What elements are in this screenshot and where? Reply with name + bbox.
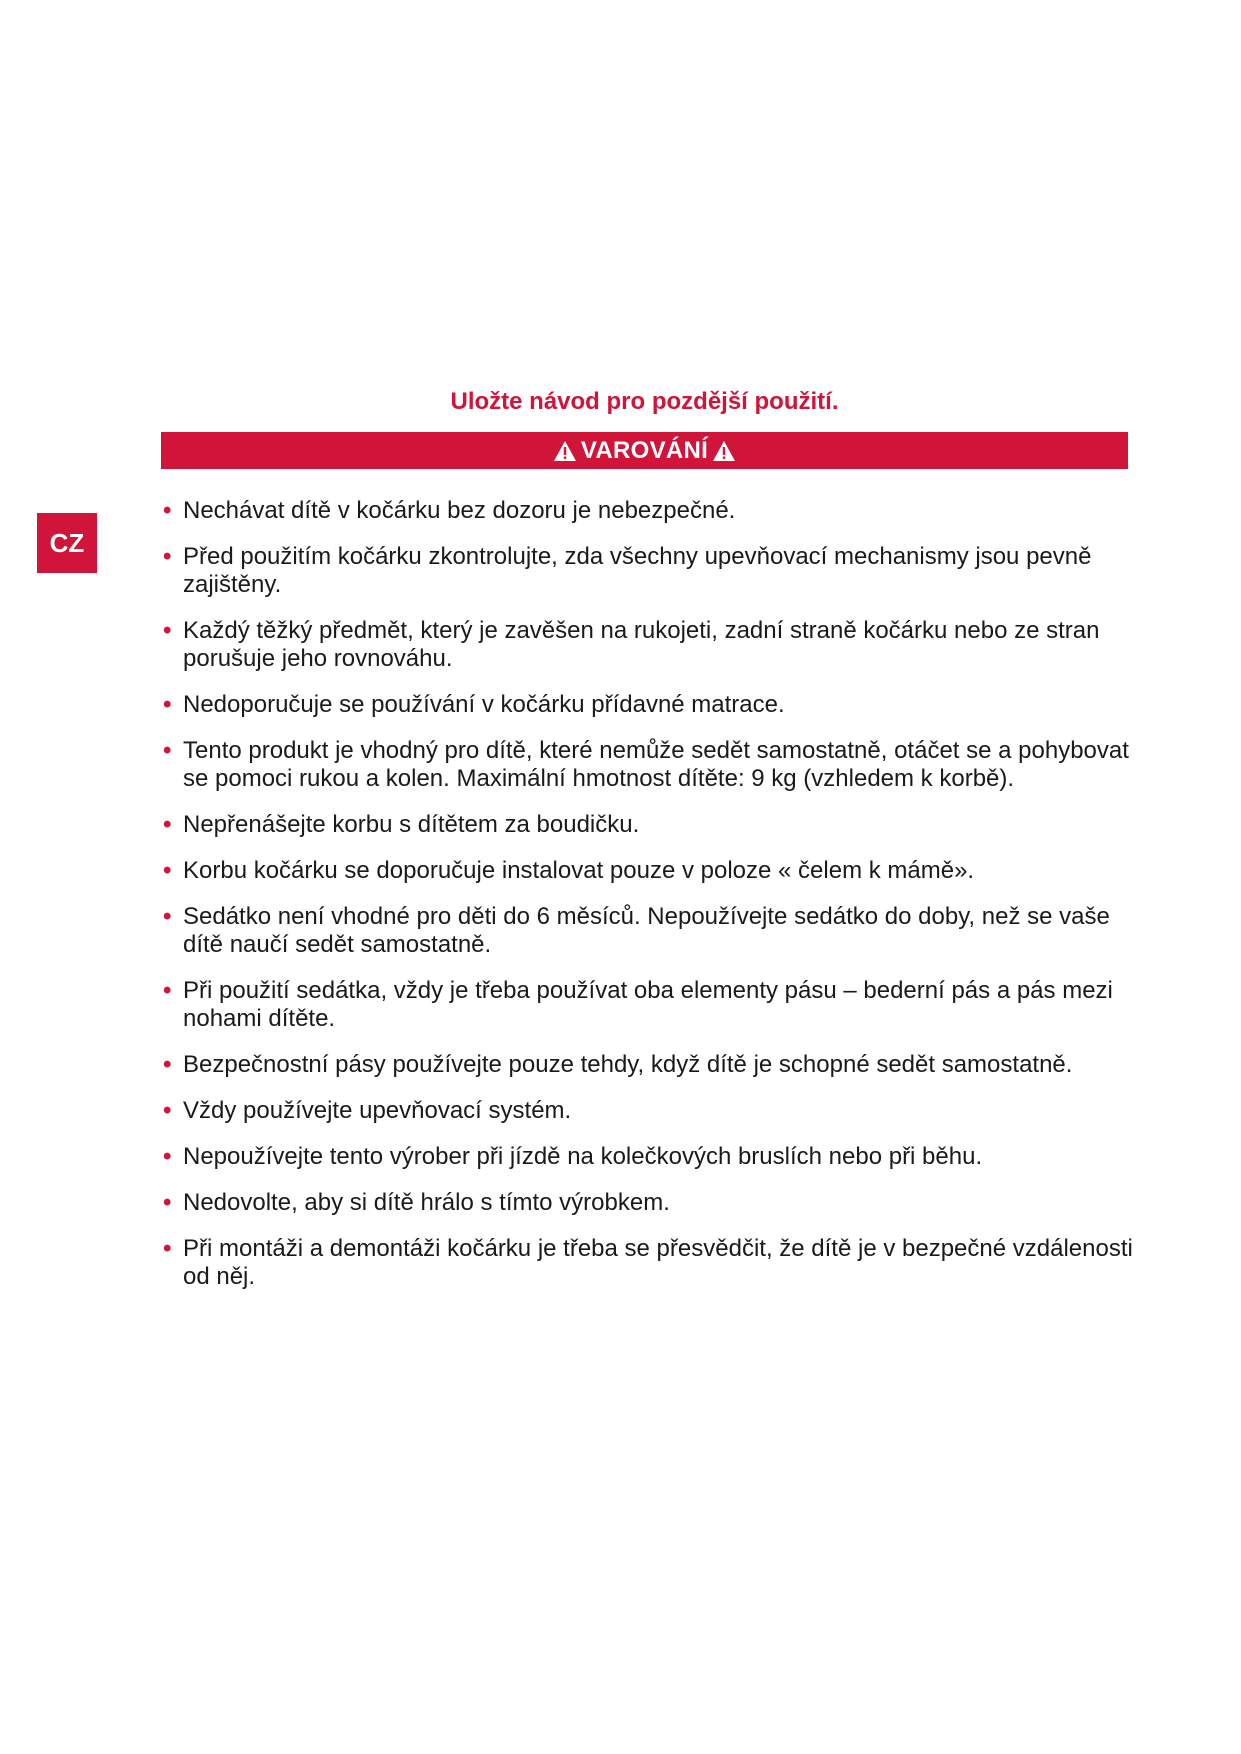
list-item [161, 857, 1141, 885]
list-item [161, 1189, 1141, 1217]
bullet-icon: • [163, 903, 172, 930]
list-item [161, 1051, 1141, 1079]
bullet-icon: • [163, 543, 172, 570]
bullet-icon: • [163, 1189, 172, 1216]
list-item [161, 1235, 1141, 1291]
list-item [161, 903, 1141, 959]
list-item-text: Nepřenášejte korbu s dítětem za boudičku. [183, 811, 640, 838]
list-item [161, 737, 1141, 793]
list-item [161, 543, 1141, 599]
list-item [161, 691, 1141, 719]
list-item-text: Tento produkt je vhodný pro dítě, které nemůže sedět samostatně, otáčet se a pohybovat se pomoci rukou a kolen. Maximální hmotnost dítěte: 9 kg (vzhledem k korbě). [183, 737, 1129, 792]
bullet-icon: • [163, 977, 172, 1004]
list-item-text: Nepoužívejte tento výrober při jízdě na kolečkových bruslích nebo při běhu. [183, 1143, 983, 1170]
bullet-icon: • [163, 617, 172, 644]
bullet-icon: • [163, 497, 172, 524]
list-item-text: Nechávat dítě v kočárku bez dozoru je nebezpečné. [183, 497, 736, 524]
list-item [161, 811, 1141, 839]
warning-triangle-icon [553, 440, 577, 462]
language-tab: CZ [37, 513, 97, 573]
list-item [161, 1097, 1141, 1125]
list-item-text: Korbu kočárku se doporučuje instalovat pouze v poloze « čelem k mámě». [183, 857, 975, 884]
save-instructions-note: Uložte návod pro pozdější použití. [450, 388, 839, 415]
list-item [161, 977, 1141, 1033]
list-item-text: Nedoporučuje se používání v kočárku přídavné matrace. [183, 691, 785, 718]
bullet-icon: • [163, 1143, 172, 1170]
list-item [161, 497, 1141, 525]
list-item-text: Každý těžký předmět, který je zavěšen na rukojeti, zadní straně kočárku nebo ze stran porušuje jeho rovnováhu. [183, 617, 1100, 672]
bullet-icon: • [163, 691, 172, 718]
bullet-icon: • [163, 737, 172, 764]
bullet-icon: • [163, 857, 172, 884]
warning-title: VAROVÁNÍ [580, 436, 709, 464]
list-item-text: Při montáži a demontáži kočárku je třeba se přesvědčit, že dítě je v bezpečné vzdálenosti od něj. [183, 1235, 1133, 1290]
list-item-text: Sedátko není vhodné pro děti do 6 měsíců. Nepoužívejte sedátko do doby, než se vaše dítě naučí sedět samostatně. [183, 903, 1110, 958]
bullet-icon: • [163, 1235, 172, 1262]
warning-triangle-icon [712, 440, 736, 462]
list-item-text: Nedovolte, aby si dítě hrálo s tímto výrobkem. [183, 1189, 670, 1216]
list-item-text: Vždy používejte upevňovací systém. [183, 1097, 572, 1124]
list-item-text: Před použitím kočárku zkontrolujte, zda všechny upevňovací mechanismy jsou pevně zajištěny. [183, 543, 1092, 598]
warning-banner [161, 432, 1128, 469]
bullet-icon: • [163, 1097, 172, 1124]
bullet-icon: • [163, 811, 172, 838]
list-item [161, 617, 1141, 673]
list-item-text: Při použití sedátka, vždy je třeba používat oba elementy pásu – bederní pás a pás mezi nohami dítěte. [183, 977, 1113, 1032]
list-item-text: Bezpečnostní pásy používejte pouze tehdy, když dítě je schopné sedět samostatně. [183, 1051, 1073, 1078]
list-item [161, 1143, 1141, 1171]
warning-list [161, 497, 1141, 1309]
bullet-icon: • [163, 1051, 172, 1078]
